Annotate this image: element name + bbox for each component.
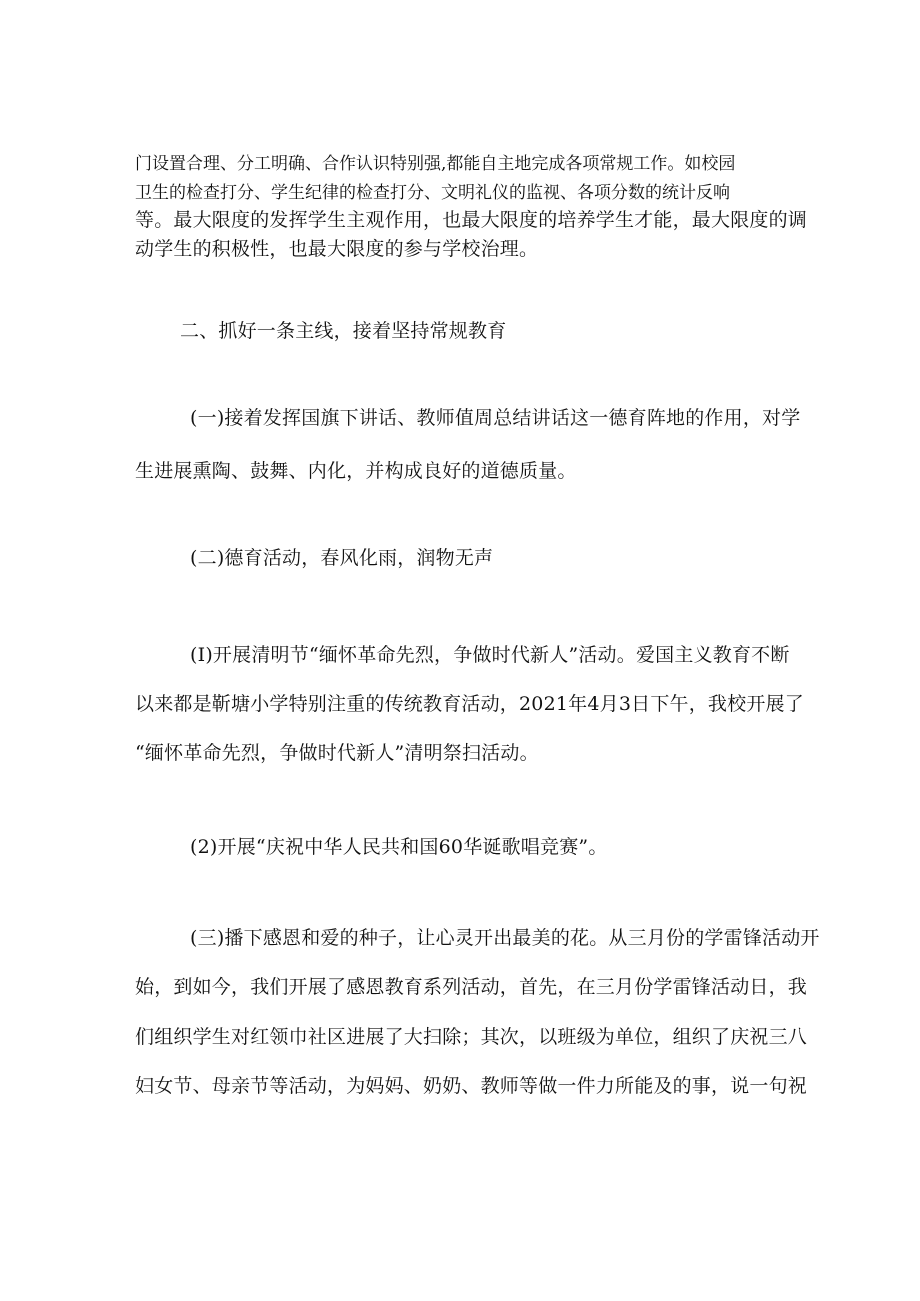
item-1-line-2: 以来都是靳塘小学特别注重的传统教育活动，2021年4月3日下午，我校开展了 (135, 693, 804, 715)
item-2: (2)开展“庆祝中华人民共和国60华诞歌唱竞赛”。 (190, 836, 608, 858)
item-3-line-4: 妇女节、母亲节等活动，为妈妈、奶奶、教师等做一件力所能及的事，说一句祝 (135, 1075, 808, 1097)
paragraph-1-line-2: 卫生的检查打分、学生纪律的检查打分、文明礼仪的监视、各项分数的统计反响 (135, 183, 730, 203)
section-heading: 二、抓好一条主线，接着坚持常规教育 (180, 320, 507, 342)
item-3-line-1: (三)播下感恩和爱的种子，让心灵开出最美的花。从三月份的学雷锋活动开 (190, 927, 820, 949)
paragraph-1-line-3: 等。最大限度的发挥学生主观作用，也最大限度的培养学生才能，最大限度的调 (135, 209, 808, 231)
subsection-2-heading: (二)德育活动，春风化雨，润物无声 (190, 547, 494, 569)
subsection-1-line-2: 生进展熏陶、鼓舞、内化，并构成良好的道德质量。 (135, 460, 577, 482)
item-1-line-3: “缅怀革命先烈，争做时代新人”清明祭扫活动。 (135, 742, 539, 764)
item-3-line-3: 们组织学生对红领巾社区进展了大扫除；其次，以班级为单位，组织了庆祝三八 (135, 1026, 808, 1048)
subsection-1-line-1: (一)接着发挥国旗下讲话、教师值周总结讲话这一德育阵地的作用，对学 (190, 407, 801, 429)
paragraph-1-line-1: 门设置合理、分工明确、合作认识特别强,都能自主地完成各项常规工作。如校园 (135, 154, 736, 174)
item-1-line-1: (I)开展清明节“缅怀革命先烈，争做时代新人”活动。爱国主义教育不断 (190, 644, 790, 666)
item-3-line-2: 始，到如今，我们开展了感恩教育系列活动，首先，在三月份学雷锋活动日，我 (135, 976, 808, 998)
paragraph-1-line-4: 动学生的积极性，也最大限度的参与学校治理。 (135, 238, 539, 260)
